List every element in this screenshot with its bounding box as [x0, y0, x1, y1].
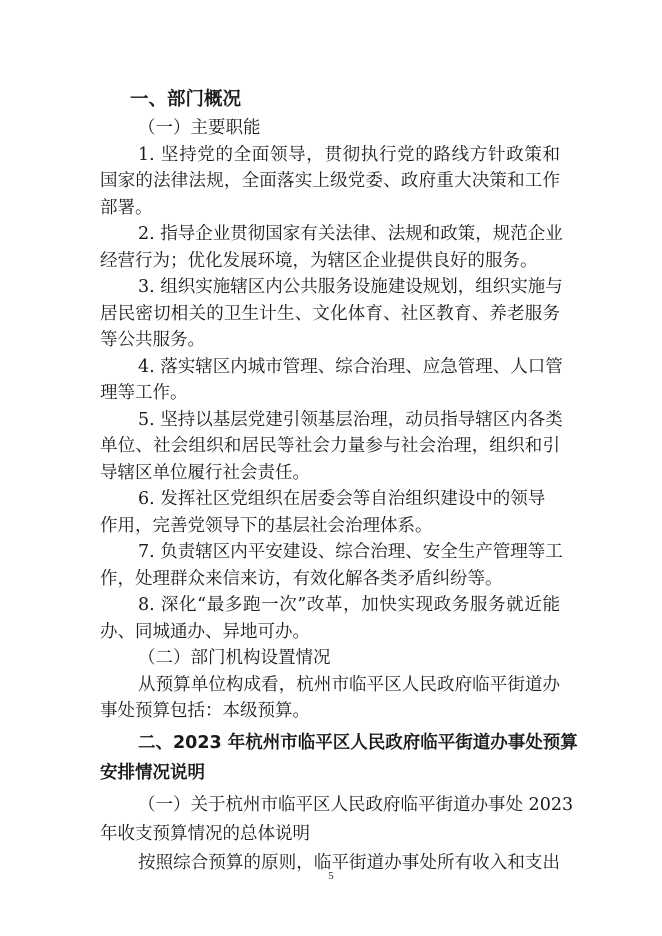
- page-number: 5: [328, 870, 334, 882]
- paragraph-line: 部署。: [100, 197, 153, 218]
- duty-item-1: [100, 142, 560, 222]
- paragraph-line: 等公共服务。: [100, 330, 205, 350]
- paragraph-line: 办、同城通办、异地可办。: [100, 621, 310, 642]
- paragraph-line: 导辖区单位履行社会责任。: [100, 462, 310, 483]
- paragraph-line: 作，处理群众来信来访，有效化解各类矛盾纠纷等。: [100, 568, 503, 589]
- paragraph-line: 2. 指导企业贯彻国家有关法律、法规和政策，规范企业: [138, 224, 563, 244]
- paragraph-line: 从预算单位构成看，杭州市临平区人民政府临平街道办: [138, 674, 560, 695]
- duty-item-6: [100, 486, 560, 539]
- paragraph-line: 居民密切相关的卫生计生、文化体育、社区教育、养老服务: [100, 303, 560, 324]
- paragraph-line: 单位、社会组织和居民等社会力量参与社会治理，组织和引: [100, 436, 560, 456]
- subsection-heading-2: （二）部门机构设置情况: [138, 648, 331, 668]
- subsection-heading-1: （一）主要职能: [138, 118, 261, 138]
- duty-item-7: [100, 539, 563, 592]
- paragraph-line: 经营行为；优化发展环境，为辖区企业提供良好的服务。: [100, 250, 538, 271]
- paragraph-line: 5. 坚持以基层党建引领基层治理，动员指导辖区内各类: [138, 409, 563, 430]
- paragraph-line: 6. 发挥社区党组织在居委会等自治组织建设中的领导: [138, 489, 546, 509]
- paragraph-line: 作用，完善党领导下的基层社会治理体系。: [100, 515, 433, 536]
- subsection-heading-3: [100, 791, 574, 849]
- paragraph-line: 1. 坚持党的全面领导，贯彻执行党的路线方针政策和: [138, 144, 560, 165]
- paragraph-line: 8. 深化“最多跑一次”改革，加快实现政务服务就近能: [138, 595, 560, 615]
- duty-item-2: [100, 221, 563, 274]
- duty-item-5: [100, 407, 563, 487]
- heading-line: 安排情况说明: [100, 762, 205, 783]
- paragraph-line: 7. 负责辖区内平安建设、综合治理、安全生产管理等工: [138, 542, 563, 562]
- document-page: [100, 85, 578, 878]
- paragraph-line: 理等工作。: [100, 383, 188, 403]
- duty-item-4: [100, 354, 563, 407]
- paragraph-line: 国家的法律法规，全面落实上级党委、政府重大决策和工作: [100, 171, 560, 191]
- duty-item-8: [100, 592, 560, 645]
- section-heading-2: [100, 728, 578, 788]
- paragraph-line: 3. 组织实施辖区内公共服务设施建设规划，组织实施与: [138, 277, 563, 297]
- heading-line: 二、2023 年杭州市临平区人民政府临平街道办事处预算: [138, 732, 578, 753]
- org-structure-paragraph: [100, 672, 560, 725]
- section-heading-1: 一、部门概况: [130, 89, 242, 110]
- heading-line: 年收支预算情况的总体说明: [100, 823, 310, 844]
- paragraph-line: 4. 落实辖区内城市管理、综合治理、应急管理、人口管: [138, 356, 563, 377]
- heading-line: （一）关于杭州市临平区人民政府临平街道办事处 2023: [138, 794, 574, 815]
- paragraph-line: 按照综合预算的原则，临平街道办事处所有收入和支出: [138, 852, 560, 873]
- duty-item-3: [100, 274, 563, 354]
- paragraph-line: 事处预算包括：本级预算。: [100, 701, 310, 721]
